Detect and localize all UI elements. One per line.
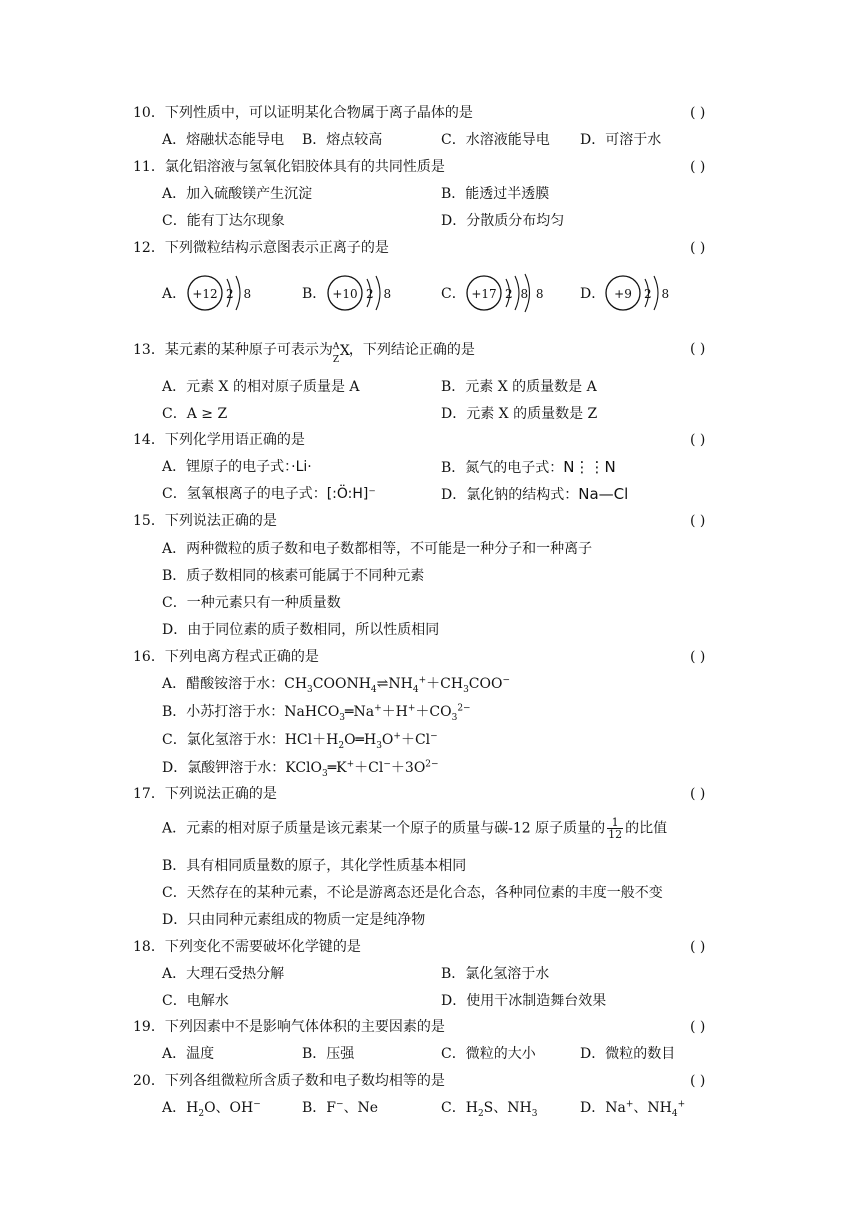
option-text: A．锂原子的电子式： (162, 459, 292, 475)
option-a (162, 458, 312, 476)
option-c: C．微粒的大小 (441, 1046, 536, 1062)
answer-bracket: ( ) (690, 939, 706, 955)
option-c (162, 731, 438, 749)
option-text: A．醋酸铵溶于水： (162, 676, 285, 692)
option-c (441, 1099, 537, 1117)
particle-set: $H_2O$、OH− (186, 1099, 261, 1119)
question-stem: 下列说法正确的是 (164, 513, 277, 529)
question-number: 11． (133, 159, 165, 175)
option-d: D．微粒的数目 (580, 1046, 676, 1062)
option-a: A．大理石受热分解 (162, 966, 285, 982)
ionization-equation: $HCl+H_2O═H_3O^++Cl^-$ (284, 731, 438, 751)
question-stem: 某元素的某种原子可表示为 (164, 342, 333, 358)
answer-bracket: ( ) (690, 341, 706, 357)
atom-diagram-d (580, 273, 690, 313)
answer-bracket: ( ) (690, 649, 706, 665)
atom-diagram-c (441, 273, 551, 313)
option-c: C．能有丁达尔现象 (162, 213, 285, 229)
question-stem: 下列化学用语正确的是 (164, 432, 305, 448)
question-stem: 下列各组微粒所含质子数和电子数均相等的是 (164, 1073, 445, 1089)
question-stem-tail: ，下列结论正确的是 (348, 342, 475, 358)
nucleus-charge: +17 (471, 287, 497, 301)
nucleus-charge: +9 (614, 287, 632, 301)
structure-diagram (463, 273, 573, 313)
electron-shells: 2 8 8 (505, 287, 546, 301)
structural-formula: Na—Cl (578, 485, 629, 503)
structure-diagram (324, 273, 424, 313)
particle-set: $H_2S$、$NH_3$ (465, 1100, 538, 1119)
question-number: 19． (133, 1019, 165, 1035)
option-b: B．元素 X 的质量数是 A (441, 379, 597, 395)
ionization-equation: $KClO_3═K^++Cl^-+3O^{2-}$ (285, 759, 439, 779)
answer-bracket: ( ) (690, 1019, 706, 1035)
fraction-numerator: 1 (607, 817, 623, 829)
question-stem: 下列说法正确的是 (164, 786, 277, 802)
option-d (441, 485, 628, 504)
element-symbol: X (339, 343, 350, 359)
question-15 (133, 512, 277, 530)
question-number: 18． (133, 939, 165, 955)
option-text: D．氯化钠的结构式： (441, 487, 579, 503)
option-c: C．水溶液能导电 (441, 132, 550, 148)
answer-bracket: ( ) (690, 105, 706, 121)
option-text: D． (580, 1100, 606, 1116)
option-label: B． (302, 286, 327, 302)
answer-bracket: ( ) (690, 432, 706, 448)
option-a (162, 1099, 261, 1117)
option-text: B．氮气的电子式： (441, 460, 564, 476)
question-number: 14． (133, 432, 165, 448)
option-a: A．熔融状态能导电 (162, 132, 285, 148)
option-a: A．两种微粒的质子数和电子数都相等，不可能是一种分子和一种离子 (162, 541, 593, 557)
option-b (162, 703, 471, 721)
answer-bracket: ( ) (690, 159, 706, 175)
option-label: D． (580, 286, 606, 302)
option-d (162, 759, 439, 777)
question-number: 16． (133, 649, 165, 665)
question-20 (133, 1072, 445, 1090)
atomic-number: Z (332, 355, 340, 365)
option-label: C． (441, 286, 466, 302)
question-14 (133, 431, 305, 449)
atom-diagram-b (302, 273, 412, 313)
electron-shells: 2 8 (226, 287, 255, 301)
option-d: D．可溶于水 (580, 132, 662, 148)
question-number: 20． (133, 1073, 165, 1089)
question-12 (133, 239, 389, 257)
option-b: B．熔点较高 (302, 132, 383, 148)
option-a (162, 817, 667, 840)
option-text: A． (162, 1100, 187, 1116)
ionization-equation: $CH_3COONH_4\rightleftharpoons NH_4^++CH_3COO^-$ (284, 675, 511, 695)
question-17 (133, 785, 277, 803)
option-c (162, 485, 376, 503)
option-d (580, 1099, 685, 1117)
structure-diagram (602, 273, 702, 313)
answer-bracket: ( ) (690, 240, 706, 256)
option-d: D．由于同位素的质子数相同，所以性质相同 (162, 622, 440, 638)
answer-bracket: ( ) (690, 513, 706, 529)
ionization-equation: $NaHCO_3═Na^++H^++CO_3^{2-}$ (284, 703, 471, 723)
particle-set: F−、Ne (326, 1099, 379, 1116)
option-b: B．具有相同质量数的原子，其化学性质基本相同 (162, 858, 467, 874)
question-stem: 下列电离方程式正确的是 (164, 649, 319, 665)
option-c: C．电解水 (162, 993, 229, 1009)
option-text: C． (441, 1100, 466, 1116)
option-text-tail: 的比值 (625, 820, 668, 837)
option-label: A． (162, 286, 187, 302)
question-number: 12． (133, 240, 165, 256)
question-11 (133, 158, 445, 176)
electron-shells: 2 8 (644, 287, 673, 301)
option-d: D．元素 X 的质量数是 Z (441, 406, 598, 422)
option-a: A．元素 X 的相对原子质量是 A (162, 379, 360, 395)
question-stem: 下列因素中不是影响气体体积的主要因素的是 (164, 1019, 445, 1035)
mass-number: A (332, 342, 340, 352)
question-19 (133, 1018, 445, 1036)
option-b: B．能透过半透膜 (441, 186, 550, 202)
option-a: A．温度 (162, 1046, 215, 1062)
option-d: D．只由同种元素组成的物质一定是纯净物 (162, 912, 426, 928)
electron-formula: N⋮⋮N (563, 458, 616, 476)
fraction (607, 817, 623, 840)
question-number: 13． (133, 342, 165, 358)
option-d: D．使用干冰制造舞台效果 (441, 993, 607, 1009)
structure-diagram (184, 273, 284, 313)
option-text: B．小苏打溶于水： (162, 704, 285, 720)
option-text: B． (302, 1100, 327, 1116)
answer-bracket: ( ) (690, 786, 706, 802)
electron-formula: [:Ö:H]⁻ (326, 486, 376, 502)
option-c: C．一种元素只有一种质量数 (162, 595, 341, 611)
nucleus-charge: +12 (192, 287, 218, 301)
nuclide-symbol (332, 340, 350, 365)
nucleus-charge: +10 (332, 287, 358, 301)
question-18 (133, 938, 361, 956)
question-13 (133, 340, 475, 365)
answer-bracket: ( ) (690, 1073, 706, 1089)
question-16 (133, 648, 319, 666)
question-10 (133, 104, 473, 122)
option-text: C．氢氧根离子的电子式： (162, 486, 327, 502)
option-text: D．氯酸钾溶于水： (162, 760, 286, 776)
question-stem: 下列性质中，可以证明某化合物属于离子晶体的是 (164, 105, 473, 121)
option-text: C．氯化氢溶于水： (162, 732, 285, 748)
question-number: 17． (133, 786, 165, 802)
option-b: B．氯化氢溶于水 (441, 966, 550, 982)
question-stem: 氯化铝溶液与氢氧化铝胶体具有的共同性质是 (164, 159, 445, 175)
option-b (441, 458, 616, 477)
option-c: C．天然存在的某种元素，不论是游离态还是化合态，各种同位素的丰度一般不变 (162, 885, 663, 901)
particle-set: Na+、$NH_4^+$ (605, 1099, 686, 1119)
electron-shells: 2 8 (366, 287, 395, 301)
option-b (302, 1099, 378, 1117)
electron-formula: ·Li· (291, 459, 312, 475)
option-c: C．A ≥ Z (162, 406, 228, 422)
question-stem: 下列微粒结构示意图表示正离子的是 (164, 240, 389, 256)
option-d: D．分散质分布均匀 (441, 213, 565, 229)
atom-diagram-a (162, 273, 272, 313)
option-a (162, 675, 510, 693)
option-text: A．元素的相对原子质量是该元素某一个原子的质量与碳-12 原子质量的 (162, 820, 606, 837)
question-stem: 下列变化不需要破坏化学键的是 (164, 939, 361, 955)
option-a: A．加入硫酸镁产生沉淀 (162, 186, 313, 202)
fraction-denominator: 12 (608, 828, 623, 841)
question-number: 10． (133, 105, 165, 121)
option-b: B．压强 (302, 1046, 355, 1062)
question-number: 15． (133, 513, 165, 529)
option-b: B．质子数相同的核素可能属于不同种元素 (162, 568, 425, 584)
